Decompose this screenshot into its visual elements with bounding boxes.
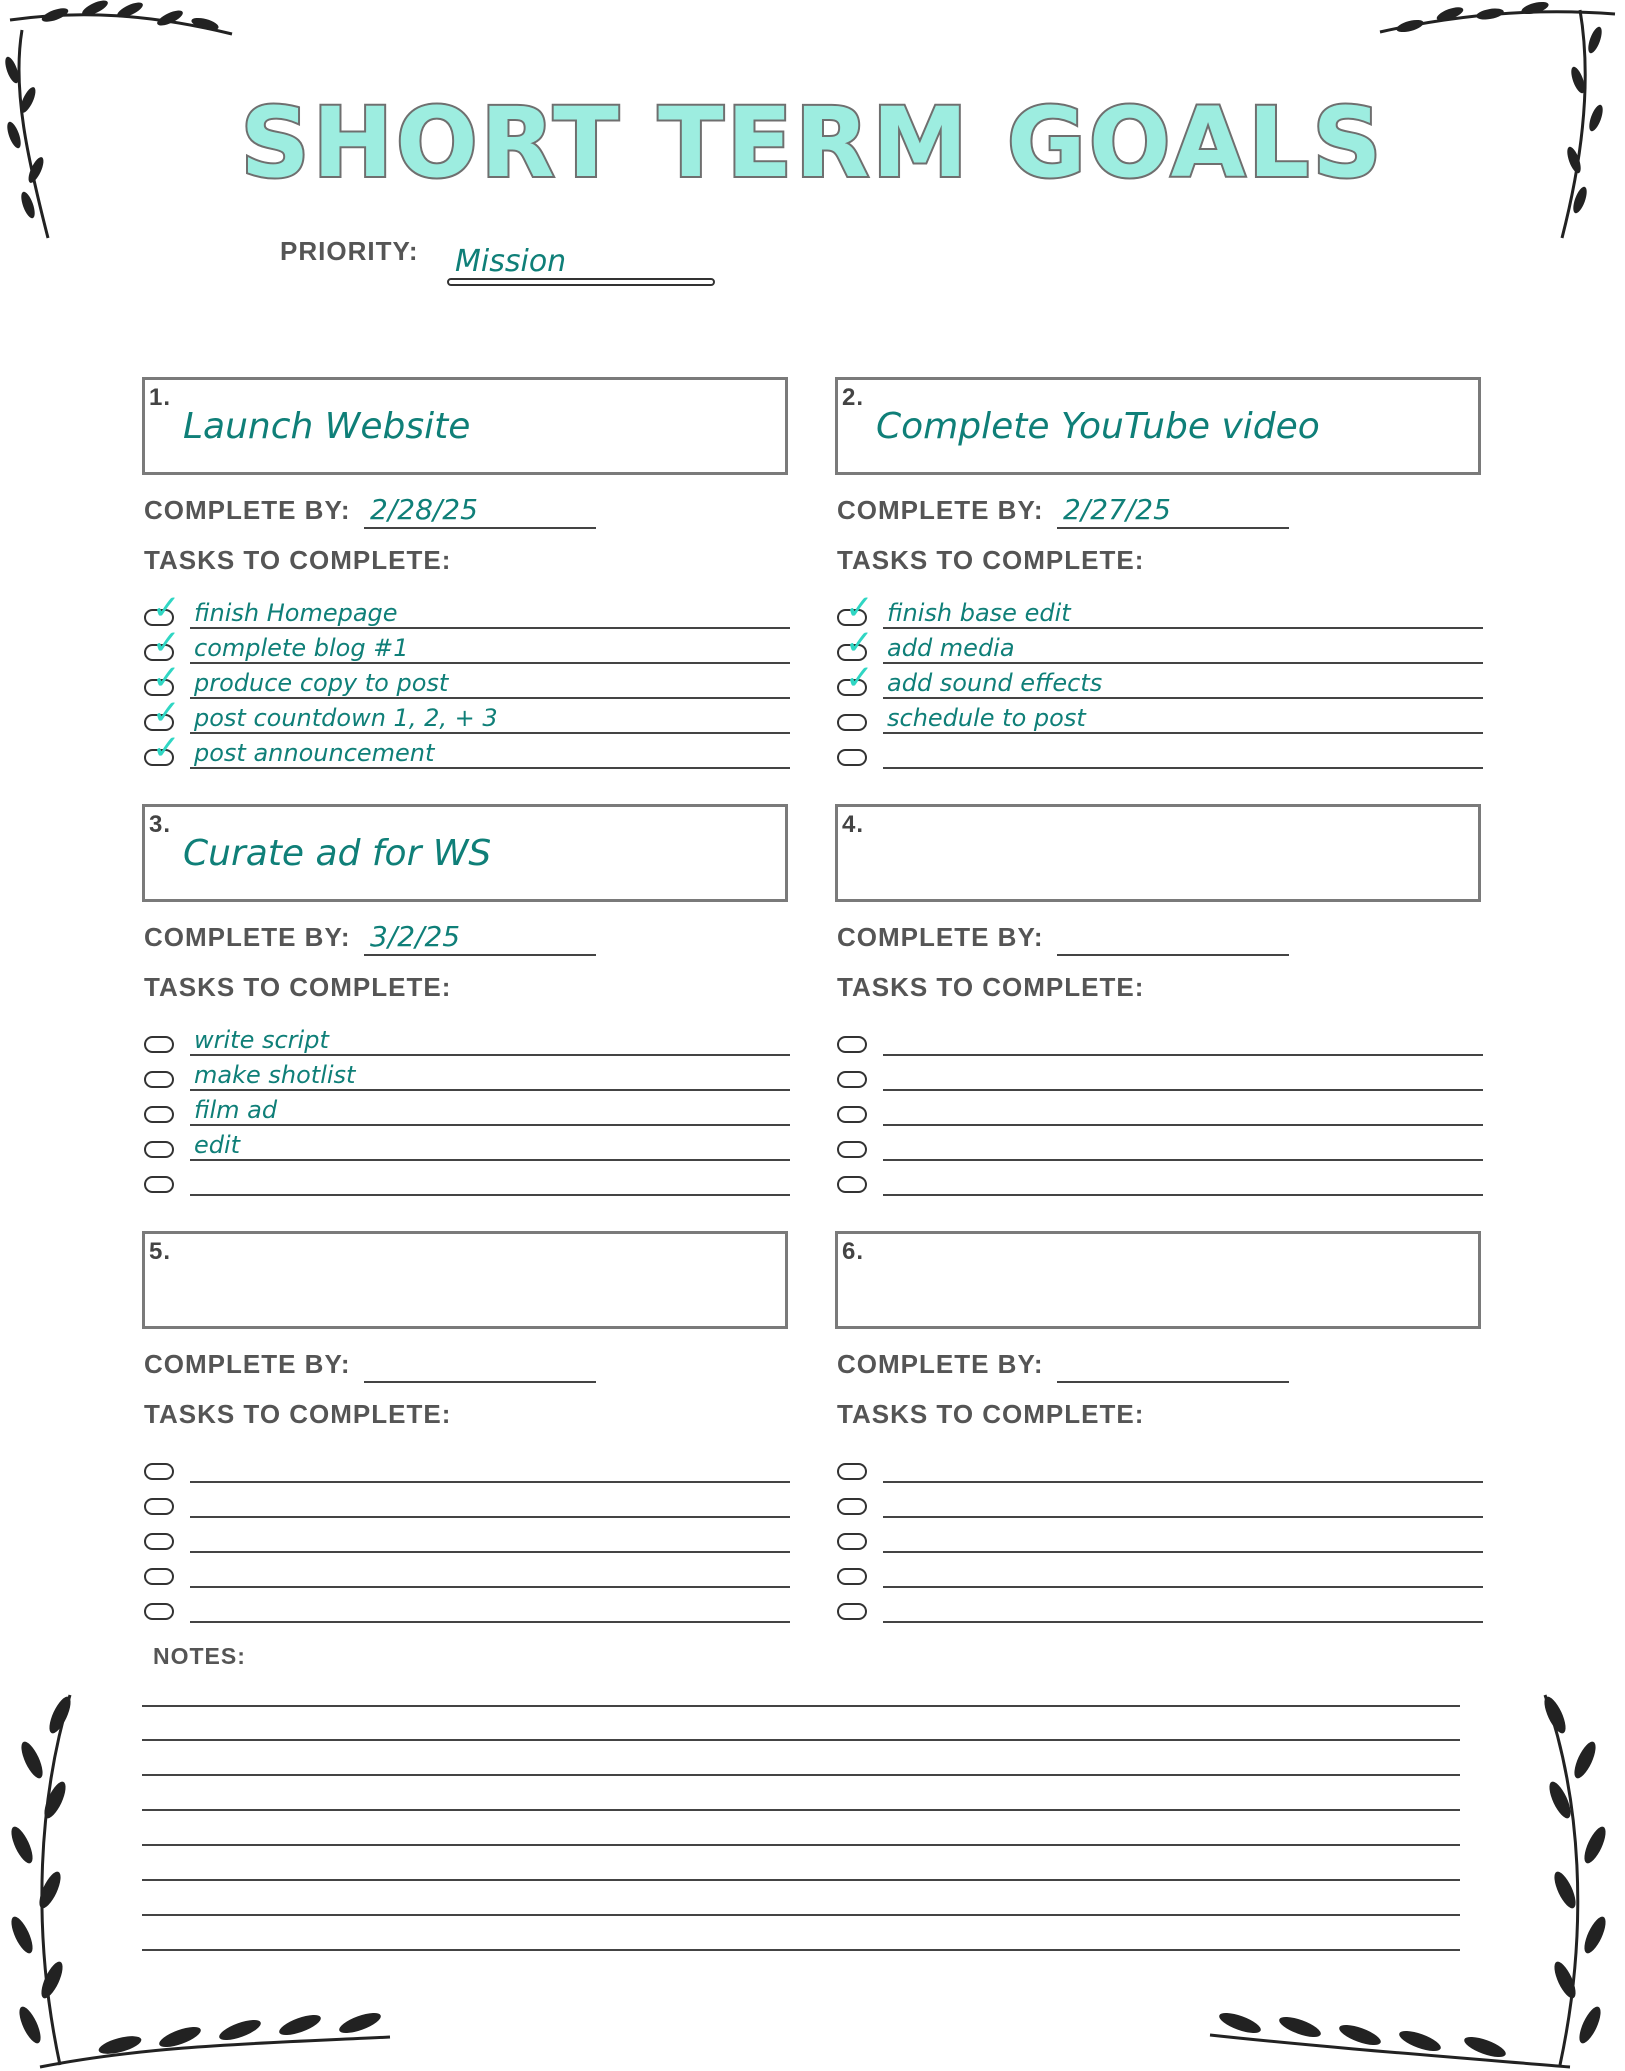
task-checkbox[interactable] (837, 1176, 867, 1193)
task-row (835, 1094, 1487, 1128)
task-row (835, 1059, 1487, 1093)
task-underline (190, 732, 790, 734)
task-checkbox[interactable] (144, 1106, 174, 1123)
task-row (142, 1521, 794, 1555)
complete-by-label: COMPLETE BY: (837, 1349, 1044, 1379)
task-underline (883, 1481, 1483, 1483)
task-row (835, 588, 1487, 631)
task-underline (883, 1054, 1483, 1056)
goal-number: 3. (149, 811, 172, 838)
tasks-label: TASKS TO COMPLETE: (144, 545, 452, 575)
complete-by-underline (1057, 527, 1289, 529)
complete-by-label: COMPLETE BY: (144, 922, 351, 952)
tasks-label: TASKS TO COMPLETE: (144, 1399, 452, 1429)
task-row (835, 1129, 1487, 1163)
task-row (142, 658, 794, 701)
task-text[interactable]: film ad (194, 1096, 278, 1124)
task-text[interactable]: post announcement (194, 739, 435, 767)
goal-title-box[interactable] (835, 1231, 1481, 1329)
task-text[interactable]: write script (194, 1026, 329, 1054)
task-underline (190, 1586, 790, 1588)
goal-title-box[interactable] (142, 1231, 788, 1329)
goal-number: 2. (842, 384, 865, 411)
goal-title-box[interactable] (835, 377, 1481, 475)
goal-title[interactable]: Curate ad for WS (183, 833, 492, 874)
task-text[interactable]: make shotlist (194, 1061, 356, 1089)
goal-title[interactable]: Launch Website (183, 406, 471, 447)
vine-decoration-bottom-left (0, 1685, 400, 2071)
task-checkbox[interactable] (144, 1141, 174, 1158)
task-underline (883, 1159, 1483, 1161)
notes-line[interactable] (142, 1739, 1460, 1741)
task-underline (883, 1516, 1483, 1518)
complete-by-underline (364, 954, 596, 956)
task-row (835, 1164, 1487, 1198)
task-text[interactable]: add media (887, 634, 1015, 662)
task-underline (190, 662, 790, 664)
task-row (142, 1486, 794, 1520)
task-row (835, 737, 1487, 771)
task-checkbox[interactable] (837, 749, 867, 766)
goal-block-1 (142, 377, 792, 787)
task-underline (883, 697, 1483, 699)
task-row (142, 1129, 794, 1163)
task-underline (883, 732, 1483, 734)
tasks-label: TASKS TO COMPLETE: (837, 545, 1145, 575)
task-row (142, 588, 794, 631)
notes-line[interactable] (142, 1879, 1460, 1881)
task-underline (190, 1551, 790, 1553)
task-row (142, 693, 794, 736)
goal-block-3 (142, 804, 792, 1214)
notes-line[interactable] (142, 1949, 1460, 1951)
task-row (142, 1451, 794, 1485)
task-underline (883, 662, 1483, 664)
task-checkbox[interactable] (837, 1106, 867, 1123)
checkmark-icon: ✓ (845, 588, 874, 628)
page-title: SHORT TERM GOALS (240, 87, 1385, 199)
task-checkbox[interactable] (837, 1533, 867, 1550)
task-checkbox[interactable] (837, 1568, 867, 1585)
goal-block-4 (835, 804, 1485, 1214)
goal-number: 4. (842, 811, 865, 838)
goal-title-box[interactable] (142, 804, 788, 902)
task-checkbox[interactable] (144, 1533, 174, 1550)
complete-by-date[interactable]: 2/28/25 (370, 493, 478, 526)
task-row (142, 623, 794, 666)
task-row (142, 1024, 794, 1058)
goal-number: 1. (149, 384, 172, 411)
task-underline (190, 1124, 790, 1126)
task-row (835, 1451, 1487, 1485)
checkmark-icon: ✓ (845, 623, 874, 663)
goal-number: 6. (842, 1238, 865, 1265)
goal-title-box[interactable] (142, 377, 788, 475)
task-row (835, 658, 1487, 701)
task-checkbox[interactable] (837, 1071, 867, 1088)
complete-by-underline (1057, 954, 1289, 956)
goal-block-2 (835, 377, 1485, 787)
notes-line[interactable] (142, 1914, 1460, 1916)
task-checkbox[interactable] (144, 1498, 174, 1515)
complete-by-label: COMPLETE BY: (144, 1349, 351, 1379)
priority-underline (447, 278, 715, 286)
tasks-label: TASKS TO COMPLETE: (837, 1399, 1145, 1429)
checkmark-icon: ✓ (845, 658, 874, 698)
task-checkbox[interactable] (144, 1463, 174, 1480)
task-underline (190, 1194, 790, 1196)
checkmark-icon: ✓ (152, 658, 181, 698)
priority-label: PRIORITY: (280, 236, 419, 266)
task-text[interactable]: finish base edit (887, 599, 1071, 627)
task-underline (190, 1054, 790, 1056)
task-text[interactable]: produce copy to post (194, 669, 449, 697)
task-underline (883, 627, 1483, 629)
goal-number: 5. (149, 1238, 172, 1265)
task-underline (190, 1159, 790, 1161)
task-underline (190, 697, 790, 699)
notes-line[interactable] (142, 1705, 1460, 1707)
tasks-label: TASKS TO COMPLETE: (837, 972, 1145, 1002)
task-underline (883, 1551, 1483, 1553)
notes-line[interactable] (142, 1809, 1460, 1811)
task-checkbox[interactable] (144, 1071, 174, 1088)
task-checkbox[interactable] (837, 1141, 867, 1158)
task-checkbox[interactable] (144, 1568, 174, 1585)
task-row (835, 623, 1487, 666)
task-checkbox[interactable] (837, 1036, 867, 1053)
task-underline (190, 767, 790, 769)
vine-decoration-bottom-right (1200, 1685, 1625, 2071)
checkmark-icon: ✓ (152, 693, 181, 733)
task-checkbox[interactable] (837, 1463, 867, 1480)
task-underline (883, 1124, 1483, 1126)
complete-by-label: COMPLETE BY: (837, 922, 1044, 952)
task-text[interactable]: add sound effects (887, 669, 1103, 697)
task-row (835, 1024, 1487, 1058)
task-row (142, 1164, 794, 1198)
task-row (835, 1486, 1487, 1520)
complete-by-underline (364, 1381, 596, 1383)
priority-value[interactable]: Mission (455, 244, 567, 279)
complete-by-underline (1057, 1381, 1289, 1383)
task-underline (883, 1194, 1483, 1196)
task-underline (883, 767, 1483, 769)
complete-by-label: COMPLETE BY: (144, 495, 351, 525)
task-row (835, 1556, 1487, 1590)
goal-block-6 (835, 1231, 1485, 1641)
task-underline (190, 1481, 790, 1483)
task-row (142, 1591, 794, 1625)
goal-title[interactable]: Complete YouTube video (876, 406, 1320, 447)
task-checkbox[interactable] (144, 1176, 174, 1193)
complete-by-label: COMPLETE BY: (837, 495, 1044, 525)
task-checkbox[interactable] (837, 1603, 867, 1620)
task-underline (883, 1586, 1483, 1588)
task-text[interactable]: finish Homepage (194, 599, 398, 627)
complete-by-underline (364, 527, 596, 529)
task-text[interactable]: schedule to post (887, 704, 1086, 732)
checkmark-icon: ✓ (152, 623, 181, 663)
task-checkbox[interactable] (144, 1603, 174, 1620)
task-text[interactable]: post countdown 1, 2, + 3 (194, 704, 498, 732)
task-row (142, 1059, 794, 1093)
task-row (835, 702, 1487, 736)
goal-title-box[interactable] (835, 804, 1481, 902)
task-text[interactable]: edit (194, 1131, 241, 1159)
task-row (142, 1094, 794, 1128)
checkmark-icon: ✓ (152, 588, 181, 628)
task-row (835, 1521, 1487, 1555)
task-checkbox[interactable] (144, 1036, 174, 1053)
task-checkbox[interactable] (837, 1498, 867, 1515)
notes-label: NOTES: (153, 1643, 246, 1669)
task-underline (190, 1621, 790, 1623)
complete-by-date[interactable]: 2/27/25 (1063, 493, 1171, 526)
task-text[interactable]: complete blog #1 (194, 634, 409, 662)
notes-line[interactable] (142, 1774, 1460, 1776)
task-underline (190, 1089, 790, 1091)
complete-by-date[interactable]: 3/2/25 (370, 920, 461, 953)
goal-block-5 (142, 1231, 792, 1641)
notes-line[interactable] (142, 1844, 1460, 1846)
task-underline (883, 1621, 1483, 1623)
task-row (142, 1556, 794, 1590)
task-row (835, 1591, 1487, 1625)
task-underline (190, 627, 790, 629)
tasks-label: TASKS TO COMPLETE: (144, 972, 452, 1002)
task-underline (883, 1089, 1483, 1091)
checkmark-icon: ✓ (152, 728, 181, 768)
task-underline (190, 1516, 790, 1518)
task-row (142, 728, 794, 771)
task-checkbox[interactable] (837, 714, 867, 731)
